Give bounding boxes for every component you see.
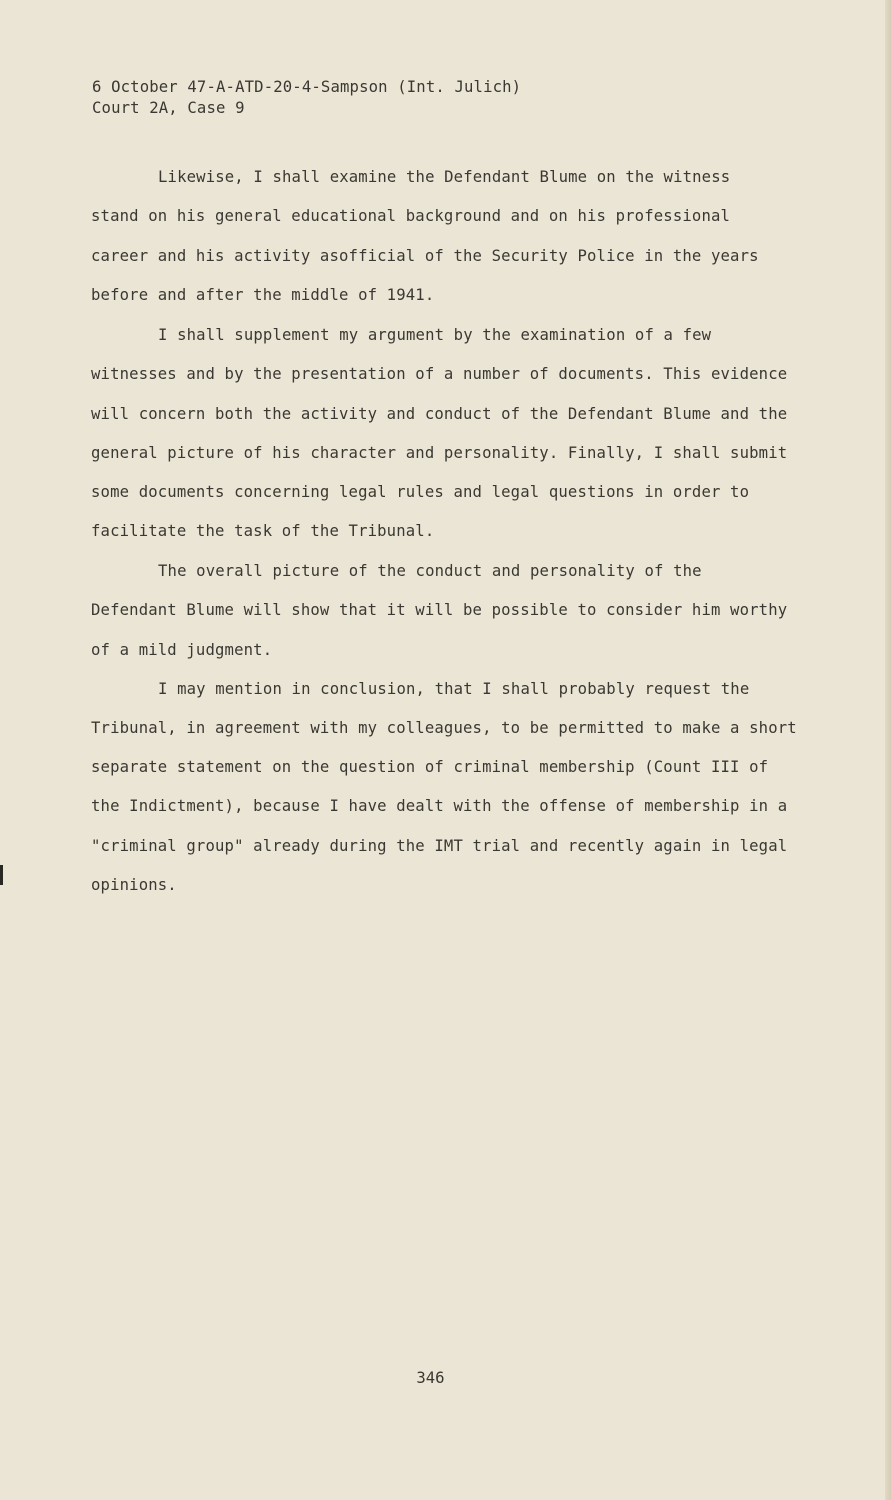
page-number: 346: [416, 1369, 445, 1387]
body-line: career and his activity asofficial of the Security Police in the years: [91, 247, 759, 265]
body-line: of a mild judgment.: [91, 641, 273, 659]
body-line: The overall picture of the conduct and personality of the: [158, 562, 702, 580]
body-line: general picture of his character and personality. Finally, I shall submit: [91, 444, 788, 462]
body-line: Tribunal, in agreement with my colleagues, to be permitted to make a short: [91, 719, 797, 737]
body-line: facilitate the task of the Tribunal.: [91, 522, 435, 540]
body-line: Defendant Blume will show that it will be possible to consider him worthy: [91, 601, 788, 619]
header-court-case: Court 2A, Case 9: [92, 99, 245, 117]
body-line: stand on his general educational background and on his professional: [91, 207, 731, 225]
body-line: some documents concerning legal rules and legal questions in order to: [91, 483, 750, 501]
margin-mark: [0, 865, 3, 885]
body-line: the Indictment), because I have dealt with the offense of membership in a: [91, 797, 788, 815]
header-reference: 6 October 47-A-ATD-20-4-Sampson (Int. Julich): [92, 78, 522, 96]
body-line: witnesses and by the presentation of a number of documents. This evidence: [91, 365, 788, 383]
body-line: "criminal group" already during the IMT trial and recently again in legal: [91, 837, 788, 855]
body-line: I may mention in conclusion, that I shall probably request the: [158, 680, 750, 698]
body-line: separate statement on the question of criminal membership (Count III of: [91, 758, 769, 776]
body-line: I shall supplement my argument by the examination of a few: [158, 326, 712, 344]
body-line: opinions.: [91, 876, 177, 894]
body-line: Likewise, I shall examine the Defendant Blume on the witness: [158, 168, 731, 186]
body-line: before and after the middle of 1941.: [91, 286, 435, 304]
body-line: will concern both the activity and conduct of the Defendant Blume and the: [91, 405, 788, 423]
